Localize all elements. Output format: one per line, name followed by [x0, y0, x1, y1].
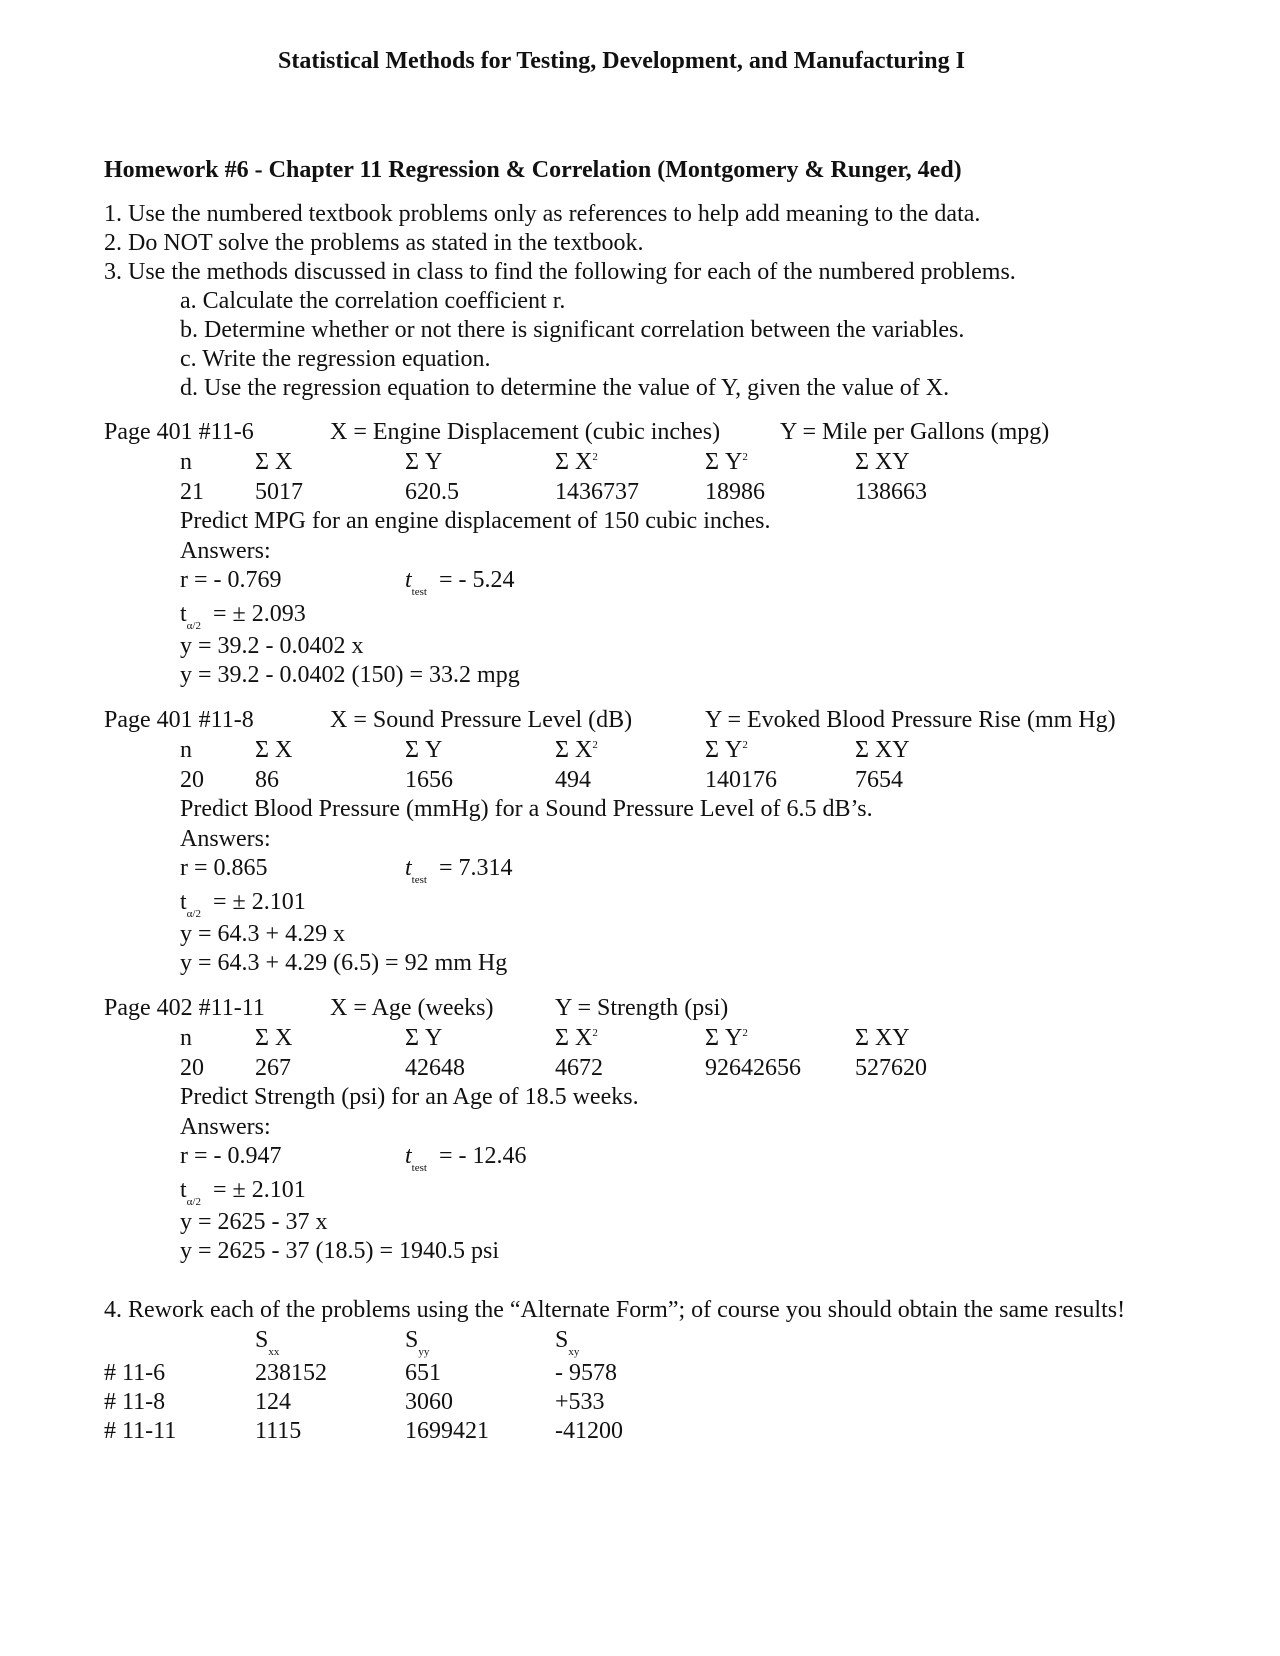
value-n: 20	[180, 1055, 204, 1081]
header-sum-y: Σ Y	[405, 449, 443, 475]
rework-row-syy: 3060	[405, 1389, 453, 1415]
y-definition: Y = Evoked Blood Pressure Rise (mm Hg)	[705, 707, 1116, 733]
y-definition: Y = Strength (psi)	[555, 995, 729, 1021]
value-sum-x2: 1436737	[555, 479, 639, 505]
answers-label: Answers:	[180, 538, 271, 564]
problem-page-ref: Page 401 #11-6	[104, 419, 254, 445]
sub-instruction-a: a. Calculate the correlation coefficient r.	[180, 288, 566, 314]
header-sum-x: Σ X	[255, 1025, 293, 1051]
header-n: n	[180, 1025, 192, 1051]
regression-equation: y = 39.2 - 0.0402 x	[180, 633, 364, 659]
answers-label: Answers:	[180, 1114, 271, 1140]
instruction-3: 3. Use the methods discussed in class to find the following for each of the numbered problems.	[104, 259, 1016, 285]
value-sum-y: 620.5	[405, 479, 459, 505]
header-sum-xy: Σ XY	[855, 737, 910, 763]
instruction-2: 2. Do NOT solve the problems as stated in the textbook.	[104, 230, 644, 256]
t-test: $t_{test}$ = - 5.24	[405, 567, 515, 598]
rework-row-sxx: 124	[255, 1389, 291, 1415]
rework-row-sxy: +533	[555, 1389, 605, 1415]
value-sum-y: 42648	[405, 1055, 465, 1081]
rework-instruction: 4. Rework each of the problems using the “Alternate Form”; of course you should obtain the same results!	[104, 1297, 1126, 1323]
prediction-prompt: Predict MPG for an engine displacement of 150 cubic inches.	[180, 508, 771, 534]
rework-row-sxy: - 9578	[555, 1360, 617, 1386]
x-definition: X = Engine Displacement (cubic inches)	[330, 419, 721, 445]
answers-label: Answers:	[180, 826, 271, 852]
course-title: Statistical Methods for Testing, Development, and Manufacturing I	[278, 48, 965, 74]
problem-page-ref: Page 402 #11-11	[104, 995, 265, 1021]
header-sxy: $S_{xy}$	[555, 1327, 580, 1358]
regression-equation: y = 64.3 + 4.29 x	[180, 921, 346, 947]
header-sum-y: Σ Y	[405, 1025, 443, 1051]
prediction-prompt: Predict Strength (psi) for an Age of 18.5 weeks.	[180, 1084, 639, 1110]
r-value: r = - 0.769	[180, 567, 282, 593]
value-sum-x2: 494	[555, 767, 591, 793]
value-sum-x: 267	[255, 1055, 291, 1081]
x-definition: X = Age (weeks)	[330, 995, 494, 1021]
prediction-result: y = 2625 - 37 (18.5) = 1940.5 psi	[180, 1238, 500, 1264]
header-sum-x2: Σ $X^2$	[555, 737, 598, 763]
value-n: 20	[180, 767, 204, 793]
rework-row-label: # 11-6	[104, 1360, 166, 1386]
value-sum-y2: 92642656	[705, 1055, 801, 1081]
r-value: r = 0.865	[180, 855, 268, 881]
header-sum-xy: Σ XY	[855, 1025, 910, 1051]
value-sum-x: 5017	[255, 479, 303, 505]
header-sxx: $S_{xx}$	[255, 1327, 280, 1358]
header-sum-y2: Σ $Y^2$	[705, 737, 748, 763]
sub-instruction-b: b. Determine whether or not there is significant correlation between the variables.	[180, 317, 965, 343]
header-sum-x2: Σ $X^2$	[555, 449, 598, 475]
value-sum-y2: 18986	[705, 479, 765, 505]
value-sum-xy: 138663	[855, 479, 927, 505]
rework-row-label: # 11-11	[104, 1418, 177, 1444]
prediction-result: y = 64.3 + 4.29 (6.5) = 92 mm Hg	[180, 950, 508, 976]
header-sum-y: Σ Y	[405, 737, 443, 763]
header-n: n	[180, 449, 192, 475]
rework-row-sxy: -41200	[555, 1418, 623, 1444]
value-n: 21	[180, 479, 204, 505]
value-sum-x: 86	[255, 767, 279, 793]
r-value: r = - 0.947	[180, 1143, 282, 1169]
t-critical: $t_{\alpha/2}$ = ± 2.093	[180, 601, 306, 632]
header-sum-x2: Σ $X^2$	[555, 1025, 598, 1051]
header-sum-x: Σ X	[255, 737, 293, 763]
rework-row-syy: 651	[405, 1360, 441, 1386]
t-test: $t_{test}$ = - 12.46	[405, 1143, 527, 1174]
sub-instruction-d: d. Use the regression equation to determine the value of Y, given the value of X.	[180, 375, 950, 401]
t-test: $t_{test} = 7.314$	[405, 855, 513, 886]
t-critical: $t_{\alpha/2}$ = ± 2.101	[180, 889, 306, 920]
value-sum-y: 1656	[405, 767, 453, 793]
header-n: n	[180, 737, 192, 763]
prediction-result: y = 39.2 - 0.0402 (150) = 33.2 mpg	[180, 662, 520, 688]
header-sum-xy: Σ XY	[855, 449, 910, 475]
header-sum-y2: Σ $Y^2$	[705, 1025, 748, 1051]
problem-page-ref: Page 401 #11-8	[104, 707, 254, 733]
value-sum-y2: 140176	[705, 767, 777, 793]
rework-row-syy: 1699421	[405, 1418, 489, 1444]
rework-row-label: # 11-8	[104, 1389, 166, 1415]
homework-title: Homework #6 - Chapter 11 Regression & Correlation (Montgomery & Runger, 4ed)	[104, 157, 962, 183]
rework-row-sxx: 238152	[255, 1360, 327, 1386]
t-critical: $t_{\alpha/2}$ = ± 2.101	[180, 1177, 306, 1208]
prediction-prompt: Predict Blood Pressure (mmHg) for a Sound Pressure Level of 6.5 dB’s.	[180, 796, 873, 822]
header-syy: $S_{yy}$	[405, 1327, 430, 1358]
sub-instruction-c: c. Write the regression equation.	[180, 346, 491, 372]
header-sum-x: Σ X	[255, 449, 293, 475]
x-definition: X = Sound Pressure Level (dB)	[330, 707, 633, 733]
value-sum-xy: 7654	[855, 767, 903, 793]
regression-equation: y = 2625 - 37 x	[180, 1209, 328, 1235]
value-sum-xy: 527620	[855, 1055, 927, 1081]
y-definition: Y = Mile per Gallons (mpg)	[780, 419, 1050, 445]
rework-row-sxx: 1115	[255, 1418, 302, 1444]
value-sum-x2: 4672	[555, 1055, 603, 1081]
instruction-1: 1. Use the numbered textbook problems only as references to help add meaning to the data.	[104, 201, 981, 227]
header-sum-y2: Σ $Y^2$	[705, 449, 748, 475]
